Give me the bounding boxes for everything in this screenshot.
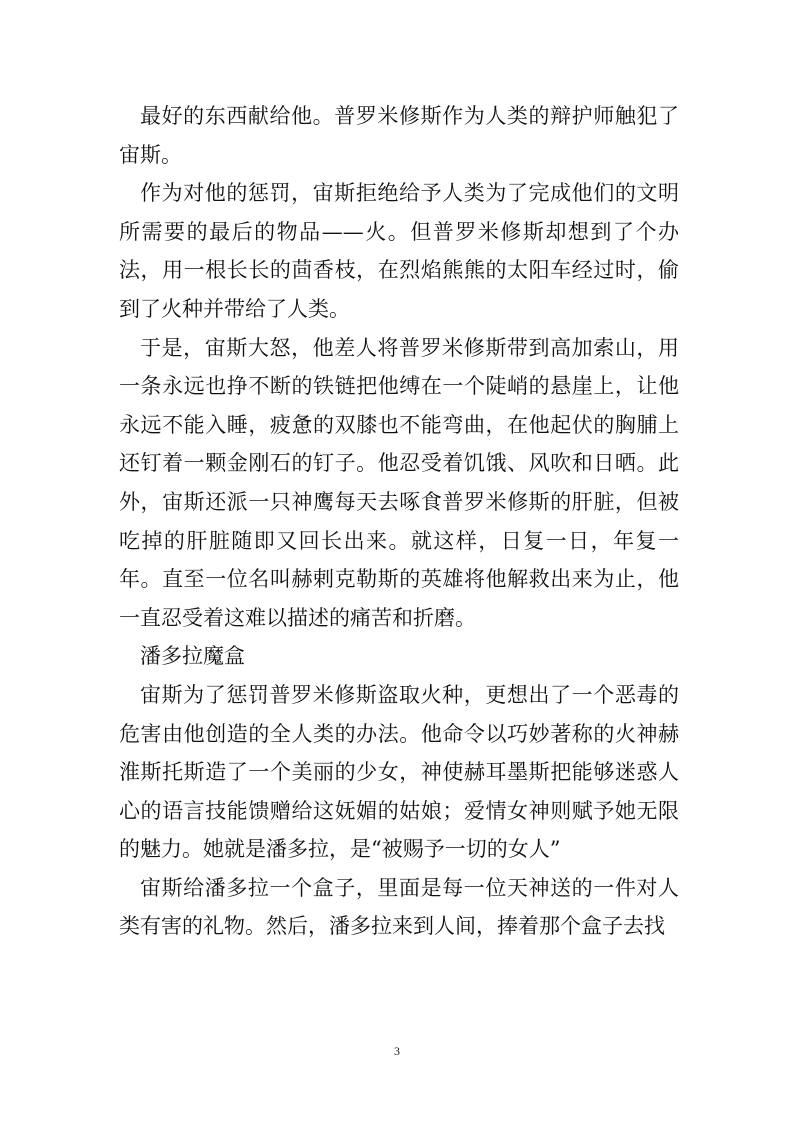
paragraph: 宙斯给潘多拉一个盒子，里面是每一位天神送的一件对人类有害的礼物。然后，潘多拉来到人间，捧着那个盒子去找 [119, 875, 679, 939]
paragraph: 作为对他的惩罚，宙斯拒绝给予人类为了完成他们的文明所需要的最后的物品——火。但普罗米修斯却想到了个办法，用一根长长的茴香枝，在烈焰熊熊的太阳车经过时，偷到了火种并带给了人类。 [119, 181, 679, 321]
section-heading: 潘多拉魔盒 [140, 644, 245, 669]
paragraph: 最好的东西献给他。普罗米修斯作为人类的辩护师触犯了宙斯。 [119, 104, 679, 167]
body-text [119, 97, 679, 946]
paragraph: 于是，宙斯大怒，他差人将普罗米修斯带到高加索山，用一条永远也挣不断的铁链把他缚在一个陡峭的悬崖上，让他永远不能入睡，疲惫的双膝也不能弯曲，在他起伏的胸脯上还钉着一颗金刚石的钉子。他忍受着饥饿、风吹和日晒。此外，宙斯还派一只神鹰每天去啄食普罗米修斯的肝脏，但被吃掉的肝脏随即又回长出来。就这样，日复一日，年复一年。直至一位名叫赫剌克勒斯的英雄将他解救出来为止，他一直忍受着这难以描述的痛苦和折磨。 [119, 335, 679, 630]
page-number: 3 [394, 1044, 400, 1058]
paragraph: 宙斯为了惩罚普罗米修斯盗取火种，更想出了一个恶毒的危害由他创造的全人类的办法。他命令以巧妙著称的火神赫淮斯托斯造了一个美丽的少女，神使赫耳墨斯把能够迷惑人心的语言技能馈赠给这妩媚的姑娘；爱情女神则赋予她无限的魅力。她就是潘多拉，是“被赐予一切的女人” [119, 682, 679, 862]
